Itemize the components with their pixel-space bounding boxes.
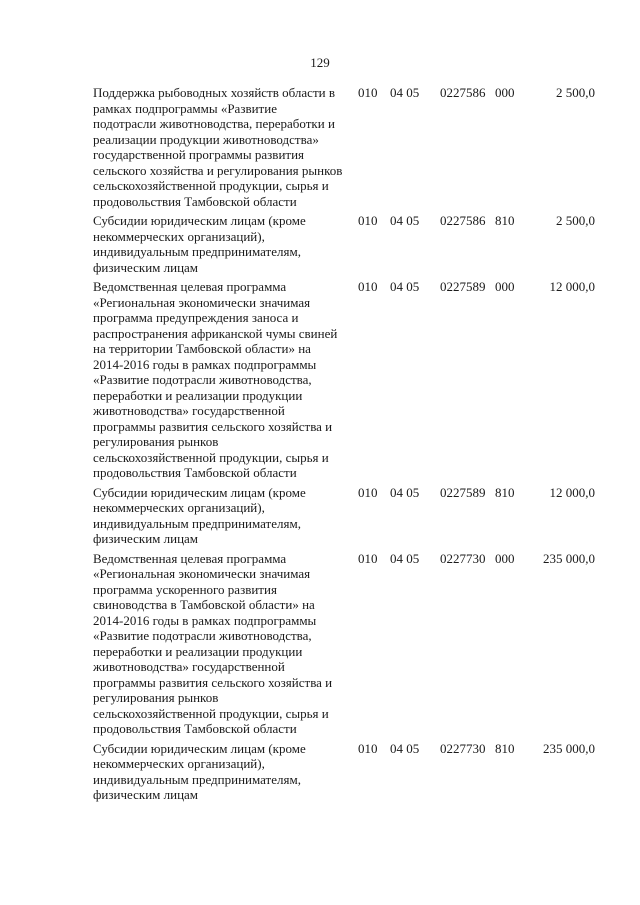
amount: 235 000,0	[543, 550, 595, 566]
amount: 12 000,0	[549, 279, 595, 294]
section-code: 04 05	[390, 550, 420, 566]
budget-table	[93, 85, 603, 807]
target-code: 0227586	[440, 213, 486, 228]
row-description: Ведомственная целевая программа «Региональная экономически значимая программа предупреждения заноса и распространения африканской чумы свиней на территории Тамбовской области» на 2014-2016 годы в рамках подпрограммы «Развитие подотрасли животноводства, переработки и реализации продукции животноводства» государственной программы развития сельского хозяйства и регулирования рынков сельскохозяйственной продукции, сырья и продовольствия Тамбовской области	[93, 279, 338, 480]
row-description: Субсидии юридическим лицам (кроме некоммерческих организаций), индивидуальным предпринимателям, физическим лицам	[93, 213, 306, 275]
row-description: Ведомственная целевая программа «Региональная экономически значимая программа ускоренного развития свиноводства в Тамбовской области» на 2014-2016 годы в рамках подпрограммы «Развитие подотрасли животноводства, переработки и реализации продукции животноводства» государственной программы развития сельского хозяйства и регулирования рынков сельскохозяйственной продукции, сырья и продовольствия Тамбовской области	[93, 550, 333, 736]
expense-kind: 000	[495, 550, 515, 566]
table-row	[93, 85, 603, 209]
admin-code: 010	[358, 740, 378, 756]
admin-code: 010	[358, 550, 378, 566]
admin-code: 010	[358, 85, 378, 100]
page-number: 129	[310, 55, 330, 70]
row-description: Субсидии юридическим лицам (кроме некоммерческих организаций), индивидуальным предпринимателям, физическим лицам	[93, 484, 306, 546]
amount: 12 000,0	[549, 484, 595, 500]
expense-kind: 810	[495, 484, 515, 500]
admin-code: 010	[358, 484, 378, 500]
expense-kind: 000	[495, 85, 515, 100]
row-description: Субсидии юридическим лицам (кроме некоммерческих организаций), индивидуальным предпринимателям, физическим лицам	[93, 740, 306, 802]
table-row	[93, 485, 603, 547]
target-code: 0227730	[440, 740, 486, 756]
expense-kind: 000	[495, 279, 515, 294]
expense-kind: 810	[495, 740, 515, 756]
section-code: 04 05	[390, 213, 420, 228]
target-code: 0227586	[440, 85, 486, 100]
target-code: 0227730	[440, 550, 486, 566]
section-code: 04 05	[390, 85, 420, 100]
admin-code: 010	[358, 213, 378, 228]
amount: 235 000,0	[543, 740, 595, 756]
row-description: Поддержка рыбоводных хозяйств области в рамках подпрограммы «Развитие подотрасли животноводства, переработки и реализации продукции животноводства» государственной программы развития сельского хозяйства и регулирования рынков сельскохозяйственной продукции, сырья и продовольствия Тамбовской области	[93, 85, 343, 209]
amount: 2 500,0	[556, 85, 595, 100]
target-code: 0227589	[440, 279, 486, 294]
section-code: 04 05	[390, 279, 420, 294]
amount: 2 500,0	[556, 213, 595, 228]
section-code: 04 05	[390, 740, 420, 756]
table-row	[93, 213, 603, 275]
admin-code: 010	[358, 279, 378, 294]
target-code: 0227589	[440, 484, 486, 500]
expense-kind: 810	[495, 213, 515, 228]
table-row	[93, 551, 603, 737]
table-row	[93, 741, 603, 803]
section-code: 04 05	[390, 484, 420, 500]
table-row	[93, 279, 603, 481]
